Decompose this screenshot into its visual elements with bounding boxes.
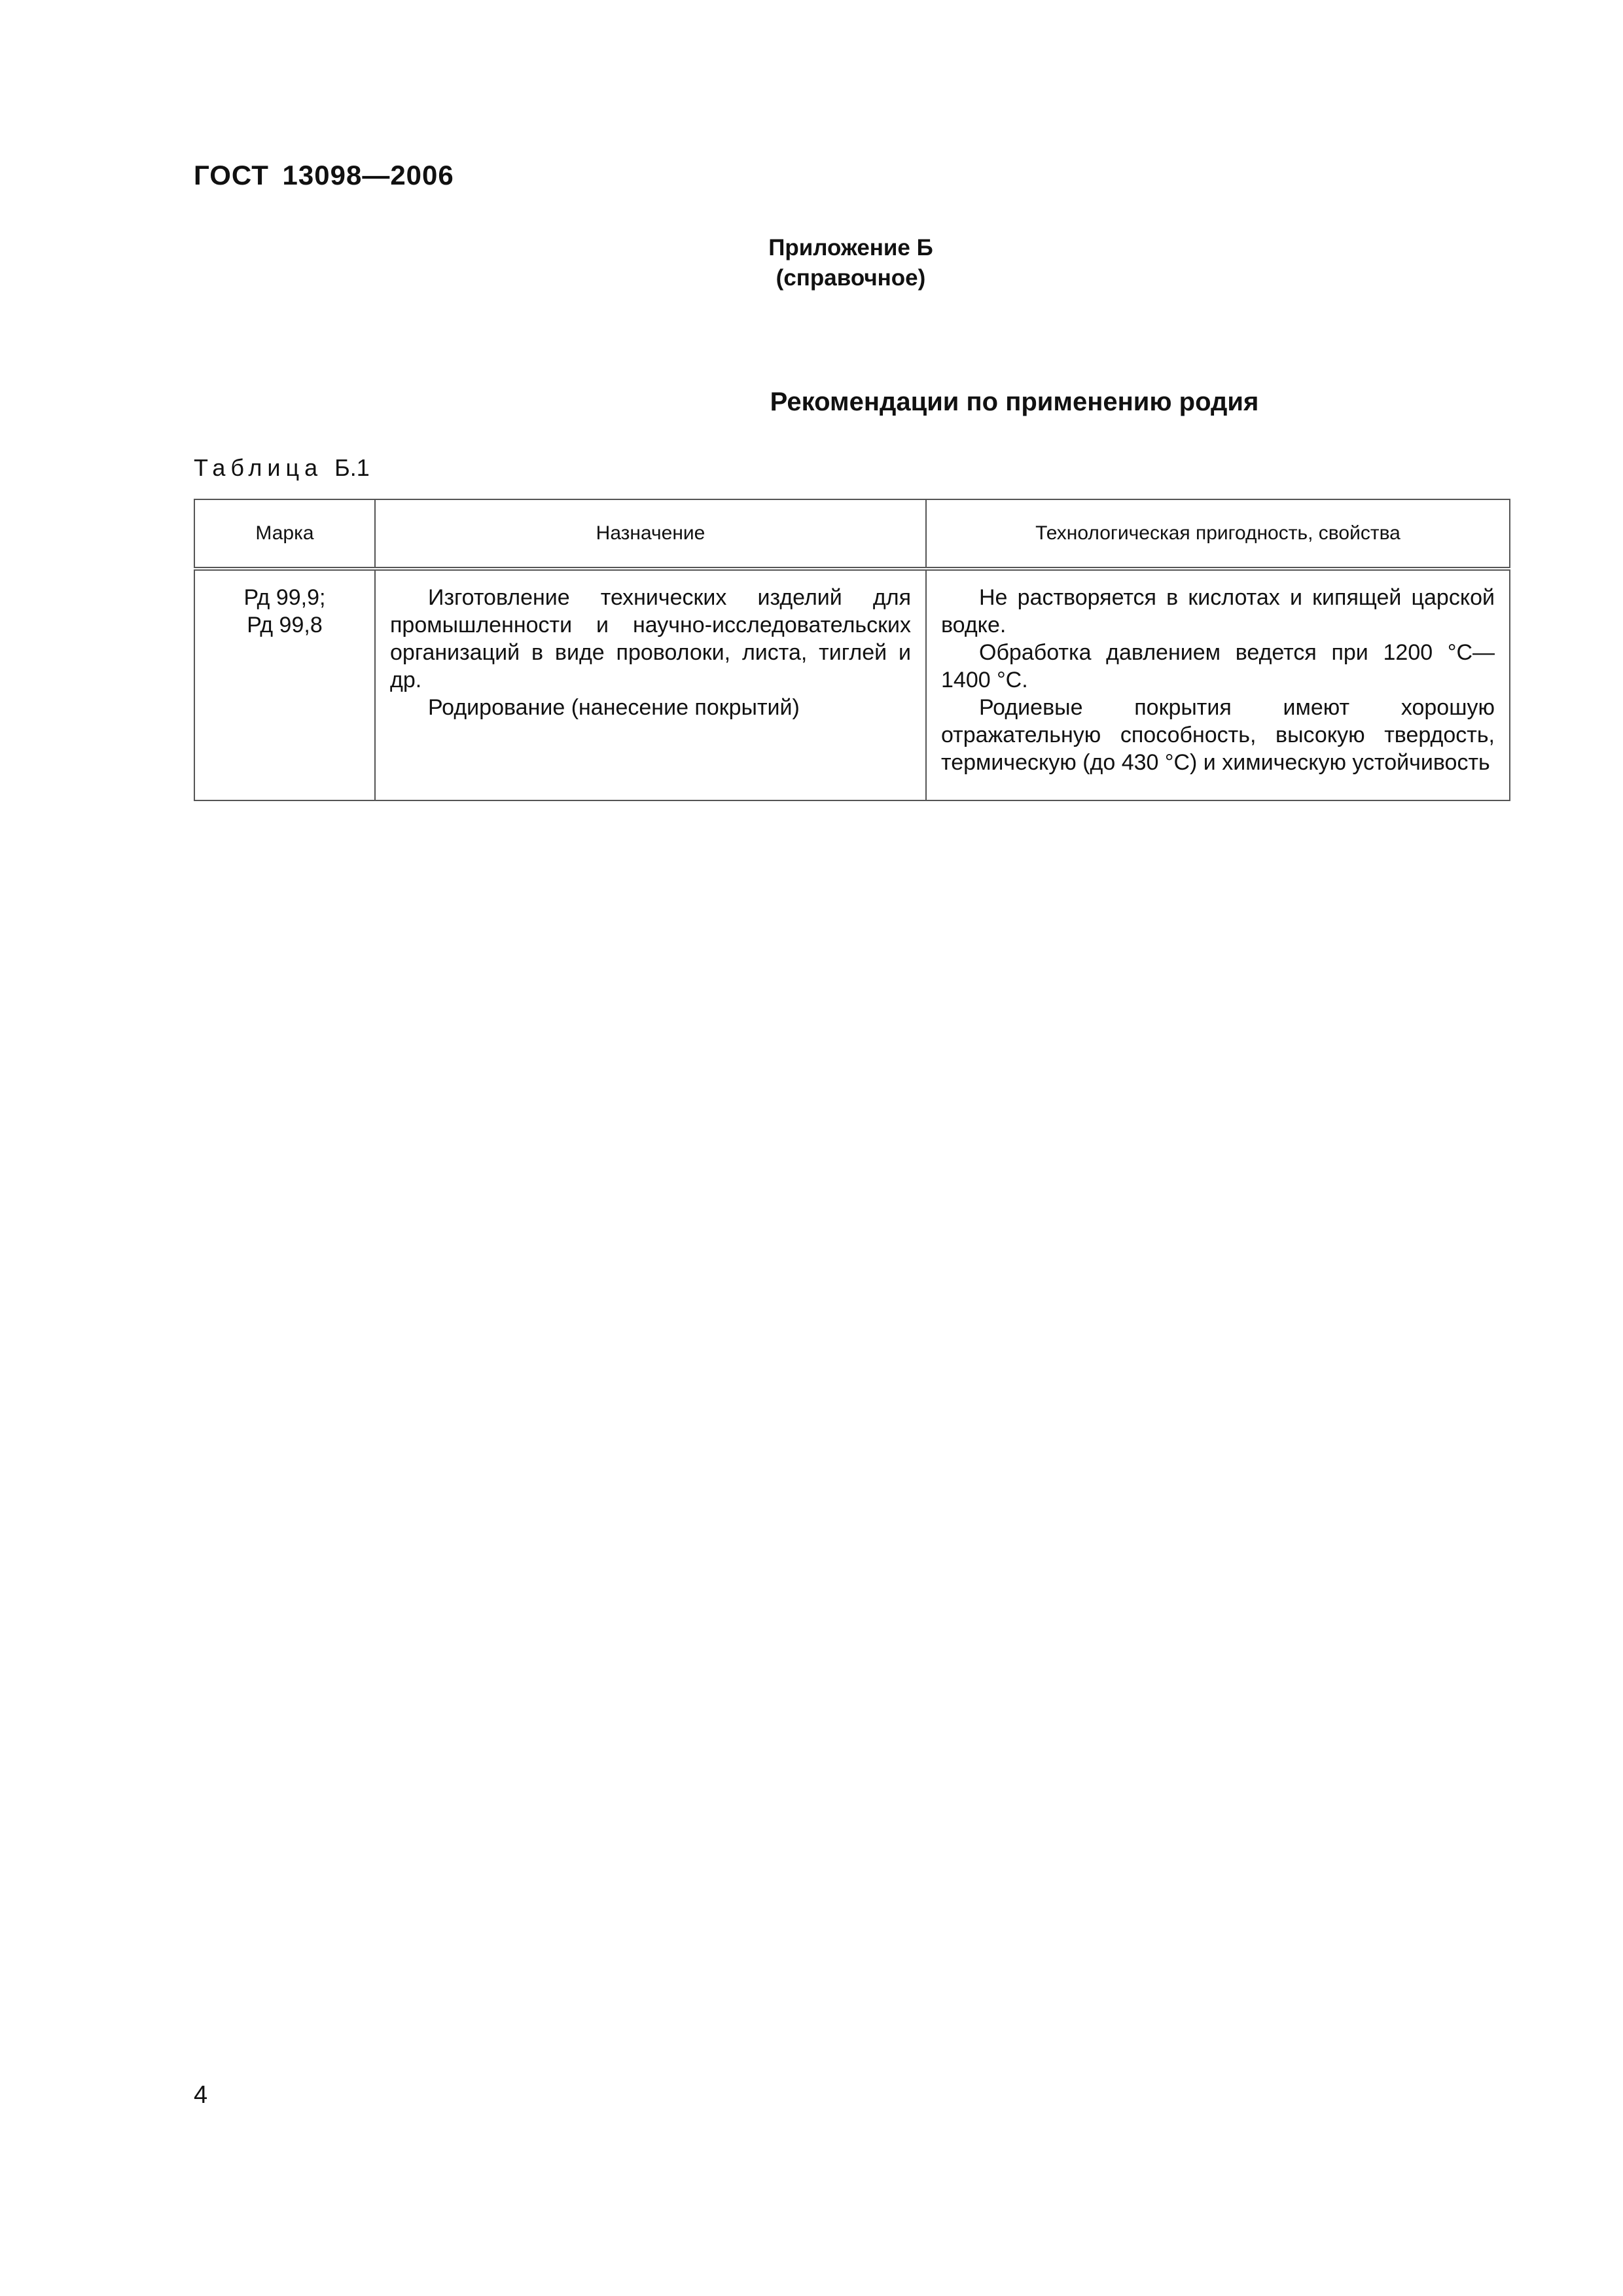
property-paragraph: Родиевые покрытия имеют хорошую отражательную способность, высокую твердость, термическую (до 430 °С) и химическую устойчивость (941, 695, 1495, 775)
header-properties: Технологическая пригодность, свойства (926, 499, 1510, 569)
grade-value: Рд 99,8 (247, 613, 323, 637)
table-caption-word: Таблица (194, 454, 323, 481)
table-caption-number: Б.1 (334, 454, 370, 481)
header-purpose: Назначение (375, 499, 926, 569)
appendix-name: Приложение Б (768, 235, 933, 260)
table-header-row (194, 499, 1510, 569)
property-paragraph: Не растворяется в кислотах и кипящей царской водке. (941, 585, 1495, 637)
cell-grade (194, 569, 375, 800)
header-grade: Марка (194, 499, 375, 569)
rhodium-applications-table (194, 499, 1510, 801)
purpose-paragraph: Родирование (нанесение покрытий) (428, 695, 800, 720)
table-row (194, 569, 1510, 800)
page-number: 4 (194, 2081, 208, 2109)
grade-value: Рд 99,9; (243, 585, 326, 610)
cell-properties (926, 569, 1510, 800)
cell-purpose (375, 569, 926, 800)
appendix-heading (746, 233, 955, 293)
appendix-type: (справочное) (776, 265, 926, 291)
property-paragraph: Обработка давлением ведется при 1200 °С—1400 °С. (941, 640, 1495, 692)
document-title: Рекомендации по применению родия (770, 387, 1259, 416)
purpose-paragraph: Изготовление технических изделий для промышленности и научно-исследовательских организаций в виде проволоки, листа, тиглей и др. (390, 585, 911, 692)
table-caption (194, 454, 370, 482)
standard-code: ГОСТ 13098—2006 (194, 160, 454, 190)
